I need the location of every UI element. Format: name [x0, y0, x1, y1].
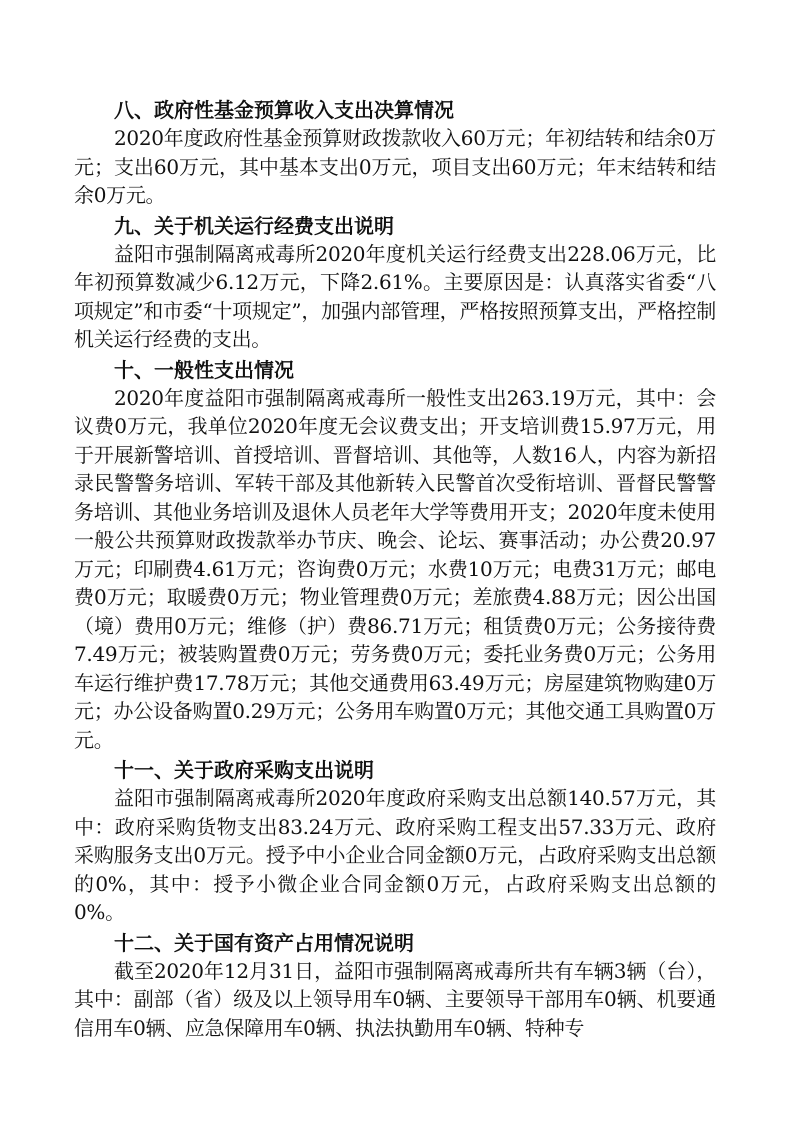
section-paragraph: 2020年度政府性基金预算财政拨款收入60万元；年初结转和结余0万元；支出60万元，其中基本支出0万元，项目支出60万元；年末结转和结余0万元。	[74, 126, 716, 207]
section-paragraph: 2020年度益阳市强制隔离戒毒所一般性支出263.19万元，其中：会议费0万元，我单位2020年度无会议费支出；开支培训费15.97万元，用于开展新警培训、首授培训、晋督培训、其他等，人数16人，内容为新招录民警警务培训、军转干部及其他新转入民警首次受衔培训、晋督民警警务培训、其他业务培训及退休人员老年大学等费用开支；2020年度未使用一般公共预算财政拨款举办节庆、晚会、论坛、赛事活动；办公费20.97万元；印刷费4.61万元；咨询费0万元；水费10万元；电费31万元；邮电费0万元；取暖费0万元；物业管理费0万元；差旅费4.88万元；因公出国（境）费用0万元；维修（护）费86.71万元；租赁费0万元；公务接待费7.49万元；被装购置费0万元；劳务费0万元；委托业务费0万元；公务用车运行维护费17.78万元；其他交通费用63.49万元；房屋建筑物购建0万元；办公设备购置0.29万元；公务用车购置0万元；其他交通工具购置0万元。	[74, 385, 716, 752]
section-paragraph: 截至2020年12月31日，益阳市强制隔离戒毒所共有车辆3辆（台），其中：副部（省）级及以上领导用车0辆、主要领导干部用车0辆、机要通信用车0辆、应急保障用车0辆、执法执勤用车0辆、特种专	[74, 958, 716, 1040]
section-heading: 十二、关于国有资产占用情况说明	[114, 930, 414, 955]
section-procurement	[74, 756, 716, 927]
section-state-assets	[74, 929, 716, 1043]
section-general-expenses	[74, 356, 716, 755]
section-paragraph: 益阳市强制隔离戒毒所2020年度政府采购支出总额140.57万元，其中：政府采购货物支出83.24万元、政府采购工程支出57.33万元、政府采购服务支出0万元。授予中小企业合同金额0万元，占政府采购支出总额的0%，其中：授予小微企业合同金额0万元，占政府采购支出总额的0%。	[74, 786, 716, 924]
section-government-fund	[74, 96, 716, 210]
section-heading: 八、政府性基金预算收入支出决算情况	[114, 98, 454, 122]
document-page	[74, 96, 716, 1044]
section-paragraph: 益阳市强制隔离戒毒所2020年度机关运行经费支出228.06万元，比年初预算数减少6.12万元，下降2.61%。主要原因是：认真落实省委“八项规定”和市委“十项规定”，加强内部管理，严格按照预算支出，严格控制机关运行经费的支出。	[74, 241, 716, 351]
section-heading: 十一、关于政府采购支出说明	[114, 758, 374, 782]
section-operating-expenses	[74, 212, 716, 354]
section-heading: 十、一般性支出情况	[114, 357, 294, 382]
section-heading: 九、关于机关运行经费支出说明	[114, 213, 394, 238]
